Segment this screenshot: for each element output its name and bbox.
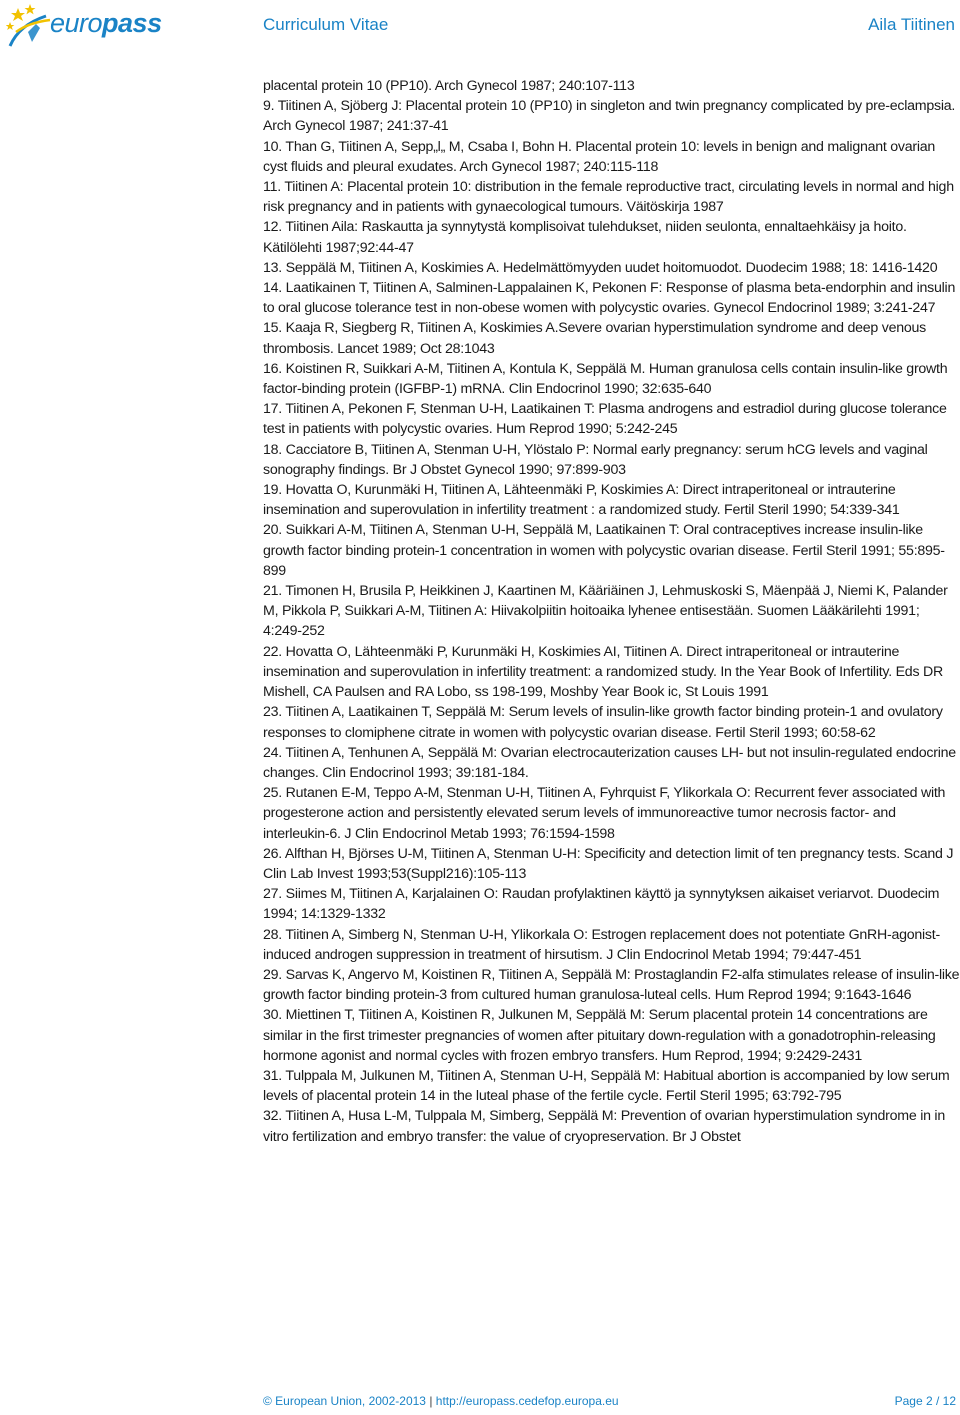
publication-entry: 26. Alfthan H, Björses U-M, Tiitinen A, Stenman U-H: Specificity and detection limit of ten pregnancy tests. Scand J Clin Lab Invest 1993;53(Suppl216):105-113 bbox=[263, 845, 954, 882]
europass-stars-icon bbox=[6, 2, 56, 50]
publication-entry: 15. Kaaja R, Siegberg R, Tiitinen A, Koskimies A.Severe ovarian hyperstimulation syndrome and deep venous thrombosis. Lancet 1989; Oct 28:1043 bbox=[263, 320, 927, 357]
publication-entry: 23. Tiitinen A, Laatikainen T, Seppälä M: Serum levels of insulin-like growth factor binding protein-1 and ovulatory responses to clomiphene citrate in women with polycystic ovarian disease. Fertil Steril 1993; 60:58-62 bbox=[263, 704, 943, 741]
publication-entry: 19. Hovatta O, Kurunmäki H, Tiitinen A, Lähteenmäki P, Koskimies A: Direct intraperitoneal or intrauterine insemination and superovulation in infertility treatment : a randomized study. Fertil Steril 1990; 54:339-341 bbox=[263, 482, 900, 519]
footer-copyright bbox=[263, 1394, 619, 1408]
page-footer bbox=[0, 1394, 960, 1414]
europass-logo-text: europass bbox=[50, 8, 162, 38]
page-header bbox=[0, 0, 960, 60]
europass-logo bbox=[6, 2, 162, 50]
publication-entry: 18. Cacciatore B, Tiitinen A, Stenman U-H, Ylöstalo P: Normal early pregnancy: serum hCG levels and vaginal sonography findings. Br J Obstet Gynecol 1990; 97:899-903 bbox=[263, 441, 928, 478]
publication-entry: 16. Koistinen R, Suikkari A-M, Tiitinen A, Kontula K, Seppälä M. Human granulosa cells contain insulin-like growth factor-binding protein (IGFBP-1) mRNA. Clin Endocrinol 1990; 32:635-640 bbox=[263, 360, 948, 398]
publication-entry: 20. Suikkari A-M, Tiitinen A, Stenman U-H, Seppälä M, Laatikainen T: Oral contraceptives increase insulin-like growth factor binding protein-1 concentration in women with polycystic ovarian disease. Fertil Steril 1991; 55:895-899 bbox=[263, 522, 945, 579]
document-title: Curriculum Vitae bbox=[263, 15, 389, 34]
publication-entry: 14. Laatikainen T, Tiitinen A, Salminen-Lappalainen K, Pekonen F: Response of plasma beta-endorphin and insulin to oral glucose tolerance test in non-obese women with polycystic ovaries. Gynecol Endocrinol 1989; 3:241-247 bbox=[263, 280, 956, 317]
publication-entry: 10. Than G, Tiitinen A, Sepp„l„ M, Csaba I, Bohn H. Placental protein 10: levels in benign and malignant ovarian cyst fluids and pleural exudates. Arch Gynecol 1987; 240:115-118 bbox=[263, 138, 936, 175]
page-number: Page 2 / 12 bbox=[894, 1394, 956, 1408]
publication-entry: 13. Seppälä M, Tiitinen A, Koskimies A. Hedelmättömyyden uudet hoitomuodot. Duodecim 1988; 18: 1416-1420 bbox=[263, 259, 938, 276]
publication-list bbox=[263, 76, 960, 1147]
europass-link[interactable]: http://europass.cedefop.europa.eu bbox=[435, 1394, 619, 1408]
publication-entry: 29. Sarvas K, Angervo M, Koistinen R, Tiitinen A, Seppälä M: Prostaglandin F2-alfa stimulates release of insulin-like growth factor binding protein-3 from cultured human granulosa-luteal cells. Hum Reprod 1994; 9:1643-1646 bbox=[263, 966, 960, 1004]
publication-entry: 30. Miettinen T, Tiitinen A, Koistinen R, Julkunen M, Seppälä M: Serum placental protein 14 concentrations are similar in the first trimester pregnancies of women after pituitary down-regulation with a gonadotrophin-releasing hormone agonist and normal cycles with frozen embryo transfers. Hum Reprod, 1994; 9:2429-2431 bbox=[263, 1007, 936, 1064]
publication-entry: 27. Siimes M, Tiitinen A, Karjalainen O: Raudan profylaktinen käyttö ja synnytyksen aikaiset veriarvot. Duodecim 1994; 14:1329-1332 bbox=[263, 886, 940, 923]
publication-entry: 28. Tiitinen A, Simberg N, Stenman U-H, Ylikorkala O: Estrogen replacement does not potentiate GnRH-agonist-induced androgen suppression in treatment of hirsutism. J Clin Endocrinol Metab 1994; 79:447-451 bbox=[263, 926, 940, 963]
publication-entry: 22. Hovatta O, Lähteenmäki P, Kurunmäki H, Koskimies AI, Tiitinen A. Direct intraperitoneal or intrauterine insemination and superovulation in infertility treatment: a randomized study. In the Year Book of Infertility. Eds DR Mishell, CA Paulsen and RA Lobo, ss 198-199, Moshby Year Book ic, St Louis 1991 bbox=[263, 643, 943, 701]
footer-separator: | bbox=[429, 1394, 433, 1408]
publication-entry: 24. Tiitinen A, Tenhunen A, Seppälä M: Ovarian electrocauterization causes LH- but not insulin-regulated endocrine changes. Clin Endocrinol 1993; 39:181-184. bbox=[263, 744, 956, 781]
publication-entry: 9. Tiitinen A, Sjöberg J: Placental protein 10 (PP10) in singleton and twin pregnancy complicated by pre-eclampsia. Arch Gynecol 1987; 241:37-41 bbox=[263, 98, 956, 135]
copyright-text: © European Union, 2002-2013 bbox=[263, 1394, 426, 1408]
publication-entry: 31. Tulppala M, Julkunen M, Tiitinen A, Stenman U-H, Seppälä M: Habitual abortion is accompanied by low serum levels of placental protein 14 in the luteal phase of the fertile cycle. Fertil Steril 1995; 63:792-795 bbox=[263, 1067, 950, 1105]
publication-entry: 12. Tiitinen Aila: Raskautta ja synnytystä komplisoivat tulehdukset, niiden seulonta, ennaltaehkäisy ja hoito. Kätilölehti 1987;92:44-47 bbox=[263, 219, 907, 256]
publication-entry: 11. Tiitinen A: Placental protein 10: distribution in the female reproductive tract, circulating levels in normal and high risk pregnancy and in patients with gynaecological tumours. Väitöskirja 1987 bbox=[263, 179, 954, 216]
publication-entry: 21. Timonen H, Brusila P, Heikkinen J, Kaartinen M, Kääriäinen J, Lehmuskoski S, Mäenpää J, Niemi K, Palander M, Pikkola P, Suikkari A-M, Tiitinen A: Hiivakolpiitin hoitoaika lyhenee entisestään. Suomen Lääkärilehti 1991; 4:249-252 bbox=[263, 583, 948, 640]
person-name: Aila Tiitinen bbox=[868, 15, 955, 34]
publication-entry: placental protein 10 (PP10). Arch Gynecol 1987; 240:107-113 bbox=[263, 78, 635, 94]
publication-entry: 17. Tiitinen A, Pekonen F, Stenman U-H, Laatikainen T: Plasma androgens and estradiol during glucose tolerance test in patients with polycystic ovaries. Hum Reprod 1990; 5:242-245 bbox=[263, 401, 947, 438]
publication-entry: 25. Rutanen E-M, Teppo A-M, Stenman U-H, Tiitinen A, Fyhrquist F, Ylikorkala O: Recurrent fever associated with progesterone action and persistently elevated serum levels of immunoreactive tumor necrosis factor- and interleukin-6. J Clin Endocrinol Metab 1993; 76:1594-1598 bbox=[263, 785, 946, 842]
publication-entry: 32. Tiitinen A, Husa L-M, Tulppala M, Simberg, Seppälä M: Prevention of ovarian hyperstimulation syndrome in in vitro fertilization and embryo transfer: the value of cryopreservation. Br J Obstet bbox=[263, 1108, 945, 1145]
